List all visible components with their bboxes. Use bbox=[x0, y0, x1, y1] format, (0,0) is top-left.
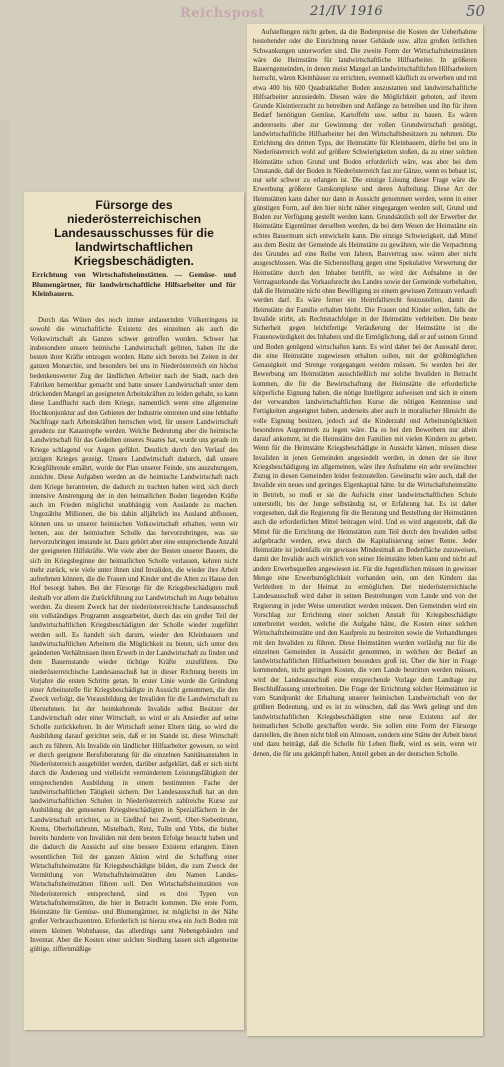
article-paragraph-right: Aufstellungen nicht geben, da die Bodenpreise die Kosten der Ueberhahme bestehender oder die Einrichtung neuer Gebäude usw. allzu großen örtlichen Schwankungen unterworfen sind. Die zweite Form der Wirtschaftsheimstätten wäre die Heimstätte für landwirtschaftliche Hilfsarbeiter. In größeren Bauerngemeinden, in denen meist Mangel an landwirtschaftlichen Hilfsarbeitern herrscht, wären Kleinhäuser zu errichten, eventuell käuflich zu erwerben und mit etwa 400 bis 600 Quadratklafter Boden auszustatten und landwirtschaftliche Hilfsarbeiter anzusiedeln. Diesen wäre die Möglichkeit geboten, auf ihrem Grunde Kleintierzucht zu betreiben und Anfänge zu betreiben und ihn für ihren Bedarf benötigten Gemüse, Kartoffeln usw. selbst zu bauen. Es wären andererseits aber zur Gewinnung der vollen Grundwirtschaft genötigt, landwirtschaftliche Hilfsarbeiter bei den Wirtschaftsbesitzern zu nehmen. Die Errichtung des dritten Typs, der Heimstätte für Kleinbauern, dürfte bei uns in Niederösterreich wohl auf größere Schwierigkeiten stoßen, da zu einer solchen Heimstätte schon Grund und Boden erforderlich wäre, was aber bei dem Umstande, daß der Boden in Niederösterreich fast zur Gänze, wenn es bebaut ist, nur sehr schwer zu erlangen ist. Die einzige Lösung dieser Frage wäre die Erwerbung größerer Gutskomplexe und deren Aufteilung. Diese Art der Heimstätten kann daher nur dann in Aussicht genommen werden, wenn in einer günstigen Form, auf den hier nicht näher eingegangen werden soll, Grund und Boden zur Verfügung gestellt werden kann. Grundsätzlich soll der Erwerber der Heimstätte Eigentümer derselben werden, da bei dem Wesen der Heimstätte ein echtes Bauerntum sich entwickeln kann. Die einzige Schwierigkeit, daß Mittel aus dem Besitz der Gemeinde als Heimstätte zu gewähren, wie die Verpachtung des Grundes auf eine Reihe von Jahren, Bauvertrag usw. wären aber nicht ausgeschlossen. Was die Sicherstellung gegen eine Spekulative Verwertung der Heimstätte durch den Inhaber betrifft, so wird der Aufnahme in der Vertragsurkunde das Vorkaufsrecht des Landes sowie der Gemeinde vorbehalten, daß die Heimstätte nicht ohne Bewilligung zu einem gewissen Zeitraum verkauft werden darf. Es wäre ferner ein Heimfallsrecht festzustellen, damit die Heimstätte der Familie erhalten bleibt. Die Frauen und Kinder sollen, falls der Invalide stirbt, als Rechtsnachfolger in der Heimstätte verbleiben. Die beste Sicherheit gegen leichtfertige Veräußerung der Heimstätte ist die Frauenswürdigkeit des Inhabers und die Ermöglichung, daß er auf seinem Grund und Boden genügend wirtschaften kann. Es wird daher bei der Auswahl derer, die eine Heimstätte zugewiesen erhalten sollen, mit der größtmöglichen Genauigkeit und Strenge vorgegangen werden müssen. So werden bei der Bewerbung um Heimstätten ausschließlich nur solche Invaliden in Betracht kommen, die für die Bewirtschaftung der Heimstätte die erforderliche körperliche Eignung haben, die nötige Intelligenz aufweisen und sich in einem der verwandten landwirtschaftlichen Kurse die nötigen Kenntnisse und Fertigkeiten angeeignet haben, anderseits aber auch in moralischer Hinsicht die volle Eignung besitzen, jedoch auf die Kinderzahl und Arbeitsmöglichkeit besonderes Augenmerk zu legen wäre. Da es bei den Bewerbern nur allein darauf ankommt, ist die Heimstätte den Familien mit vielen Kindern zu geben. Wenn für die Heimstätte Kriegsbeschädigte in Aussicht kämen, müssen diese Invaliden in jenen Gemeinden angesiedelt werden, in denen der sie ihrer Kriegsbeschädigung im allgemeinen, wäre ihre Aufnahme ein sehr erwünschter Zuzug in diesen Gemeinden leider festzustellen. Gewünscht wäre auch, daß der Invalide ein neues und geringes Eigenkapital hätte. Ist die Wirtschaftsheimstätte in Betrieb, so muß er sie die Aufsicht einer landwirtschaftlichen Schule unterstellt, bis der Junge selbständig ist, er Erfahrung hat. Es ist daher vorgesehen, daß die Regierung für die Beratung und Bestellung der Heimstätten auch die erforderlichen Mittel beitragen wird. Und es wird angestrebt, daß die Mittel für die Errichtung der Heimstätten zum Teil durch den Invaliden selbst aufgebracht werden, etwa durch die Kapitalisierung seiner Rente. Jeder Heimstätte ist jedenfalls ein gewisses Mindestmaß an Bodenfläche zuzuweisen, damit der Invalide auch wirklich von seiner Heimstätte leben kann und nicht auf andere Erwerbsquellen angewiesen ist. Für die Jugendlichen müssen in gewisser Menge eine Erwerbsmöglichkeit vorhanden sein, um den Kindern das Verbleiben in der Heimat zu ermöglichen. Der niederösterreichische Landesausschuß wird daher in seinen Bestrebungen vom Lande und von der Regierung in jeder Weise unterstützt werden müssen. Den Gemeinden wird ein Vorschlag zur Errichtung einer solchen Anstalt für Kriegsbeschädigte unterbreitet werden, welche die Aufgabe hätte, die Kosten einer solchen Wirtschaftsheimstätte und den Kaufpreis zu bestreiten sowie die Verhandlungen mit den Invaliden zu führen. Diese Heimstätten wurden vorläufig nur für die einzelnen Gemeinden in Aussicht genommen, in welchen der Bedarf an landwirtschaftlichen Hilfsarbeitern besonders groß ist. Über die hier in Frage kommenden, nicht geringen Kosten, die vom Lande bestritten werden müssen, wird der Landesausschuß eine entsprechende Vorlage dem Landtage zur Beschlußfassung unterbreiten. Die Frage der Errichtung solcher Heimstätten ist vom Standpunkt der Erhaltung unserer heimischen Landwirtschaft von der größten Bedeutung, und es ist zu wünschen, daß das Werk gelingt und den landwirtschaftlichen Kriegsbeschädigten eine neue Existenz auf der heimatlichen Scholle geschaffen werde. Sie sollen eine Form der Fürsorge darstellen, die ihnen nicht bloß ein Almosen, sondern eine Stätte der Arbeit bietet und dazu beiträgt, daß die Scholle für Leben fließt, wird es sein, wenn wir denen, die für uns gekämpft haben, Anteil geben an der deutschen Scholle. bbox=[253, 29, 477, 758]
mount-edge-shadow bbox=[0, 120, 10, 1067]
article-subtitle: Errichtung von Wirtschaftsheimstätten. — Gemüse- und Blumengärtner, für landwirtschaftliche Hilfsarbeiter und für Kleinbauern. bbox=[32, 270, 236, 298]
article-paragraph-left: Durch das Wüten des noch immer andauernden Völkerringens ist sowohl die wirtschaftliche Existenz des einzelnen als auch die Volkswirtschaft als Ganzes schwer getroffen worden. Schwer hat insbesondere unsere heimische Landwirtschaft gelitten, haben ihr die besten ihrer Kräfte entzogen worden. Hatte sich bereits bei Zeiten in der ganzen Monarchie, und besonders bei uns in Niederösterreich ein höchst bedenkenswerter Zug der ländlichen Arbeiter nach der Stadt, nach den Fabriken bemerkbar gemacht und hatte unsere Landwirtschaft unter dem drückenden Mangel an geeigneten Arbeitskräften zu leiden gehabt, so kann diese Landflucht nach dem Kriege, namentlich wenn eine allgemeine Hochkonjunktur auf den Gebieten der Industrie eintreten und eine lebhafte Nachfrage nach Arbeitskräften herrschen wird, für unsere Landwirtschaft geradezu zur Katastrophe werden. Welche Bedeutung aber die heimische Landwirtschaft für das Gedeihen unseres Staates hat, wurde uns gerade im Kriege schlagend vor Augen geführt. Deutlich durch den Verlauf des jetzigen Krieges gezeigt. Unsere Landwirtschaft dadurch, daß unsere Kriegführende ernährt, wurde der Plan unserer Feinde, uns auszuhungern, zunichte. Diese Aufgaben werden an die heimische Landwirtschaft nach dem Kriege herantreten, die dadurch zu trachten haben wird, sich durch intensive Anstrengung der in den heimatlichen Boden liegenden Kräfte auch im Frieden möglichst unabhängig vom Auslande zu machen. Ungezählte Millionen, die bis dahin alljährlich ins Ausland abflossen, können uns so unserer heimischen Volkswirtschaft erhalten, wenn wir lernen, aus der heimischen Scholle das hervorzubringen, was sie hervorzubringen imstande ist. Dazu gehört aber eine entsprechende Anzahl der geeigneten Hilfskräfte. Wie viele aber der Besten unserer Bauern, die sich im Kriegsbeginne der heimatlichen Scholle verlassen, kehren nicht mehr zurück, wie viele unter ihnen sind Invaliden, die wieder ihre Arbeit aufnehmen können, die die Frauen und Kinder und die Alten zu Hause den Hof besorgt haben. Bei der Fürsorge für die Kriegsbeschädigten muß deshalb vor allem die Zurückführung zur Landwirtschaft im Auge behalten werden. Zu diesem Zweck hat der niederösterreichische Landesausschuß ein vollständiges Programm ausgearbeitet, durch das ein großer Teil der landwirtschaftlichen Kriegsbeschädigten der Scholle wieder zugeführt werden soll. Es handelt sich darum, wieder den Kleinbauern und landwirtschaftlichen Arbeitern die Möglichkeit zu bieten, sich unter den geänderten Verhältnissen ihren Erwerb in der Landwirtschaft zu finden und dem Bauernstande wieder tüchtige Kräfte zuzuführen. Die niederösterreichische Landesausschuß hat in dieser Richtung bereits im Vorjahre die ersten Schritte getan. In erster Linie wurde die Gründung einer Arbeitsstelle für Kriegsbeschädigte in Aussicht genommen, die den Zweck verfolgt, die Vorausbildung der Invaliden für die Landwirtschaft zu übernehmen. Ist der heimkehrende Invalide selbst Besitzer der Landwirtschaft oder einer Wirtschaft, so wird er als Ansiedler auf seine Scholle zurückkehren. In der Wirtschaft seiner Eltern tätig, so wird die Ausbildung darauf gerichtet sein, daß er im Stande ist, diese Wirtschaft auch zu führen. Als Invalide ein ländlicher Hilfsarbeiter gewesen, so wird er durch geeignete Berufsberatung für die einzelnen Sanitätsanstalten in Niederösterreich ausgebildet werden, darüber aufgeklärt, daß er sich nicht durch die Änderung und vielleicht vermindertem Leistungsfähigkeit der entsprechenden Ausbildung in einem bestimmten Fache der landwirtschaftlichen Tätigkeit sichern. Der Landesausschuß hat an den landwirtschaftlichen Schulen in Niederösterreich zahlreiche Kurse zur Ausbildung der genesenen Kriegsbeschädigten in Spezialfächern in der Landwirtschaft errichtet, so in Gießhof bei Zwettl, Ober-Siebenbrunn, Krems, Oberhollabrunn, Mistelbach, Retz, Tulln und Ybbs, die bisher bereits hunderte von Invaliden mit dem besten Erfolge besucht haben und die dadurch die Aussicht auf eine bessere Existenz erlangten. Einen wesentlichen Teil der ganzen Aktion wird die Schaffung einer Wirtschaftsheimstätte für Kriegsbeschädigte bilden, die zum Zweck der Vermittlung von Wirtschaftsheimstätten den Namen Landes-Wirtschaftsheimstätten führen soll. Den Wirtschaftsheimstätten von Niederösterreich entsprechend, sind es drei Typen von Wirtschaftsheimstätten, die hier in Betracht kommen. Die erste Form, Heimstätte für Gemüse- und Blumengärtner, ist möglichst in der Nähe großer Verbrauchszentren. Erforderlich ist hierzu etwa ein Joch Boden mit einem kleinen Wohnhause, das allerdings samt Nebengebäuden und Inventar. Aber die Kosten einer solchen Siedlung lassen sich allgemeine gültige, ziffernmäßige bbox=[30, 317, 238, 953]
article-body-right bbox=[253, 28, 477, 1030]
clipping-left-column bbox=[24, 192, 244, 1030]
newspaper-name-stamp: Reichspost bbox=[180, 6, 265, 21]
handwritten-date: 21/IV 1916 bbox=[310, 4, 383, 19]
article-title: Fürsorge des niederösterreichischen Landesausschusses für die landwirtschaftlichen Kriegsbeschädigten. bbox=[54, 198, 214, 268]
handwritten-page-number: 50 bbox=[466, 2, 486, 20]
article-body-left bbox=[30, 316, 238, 1026]
clipping-right-column bbox=[247, 24, 483, 1036]
